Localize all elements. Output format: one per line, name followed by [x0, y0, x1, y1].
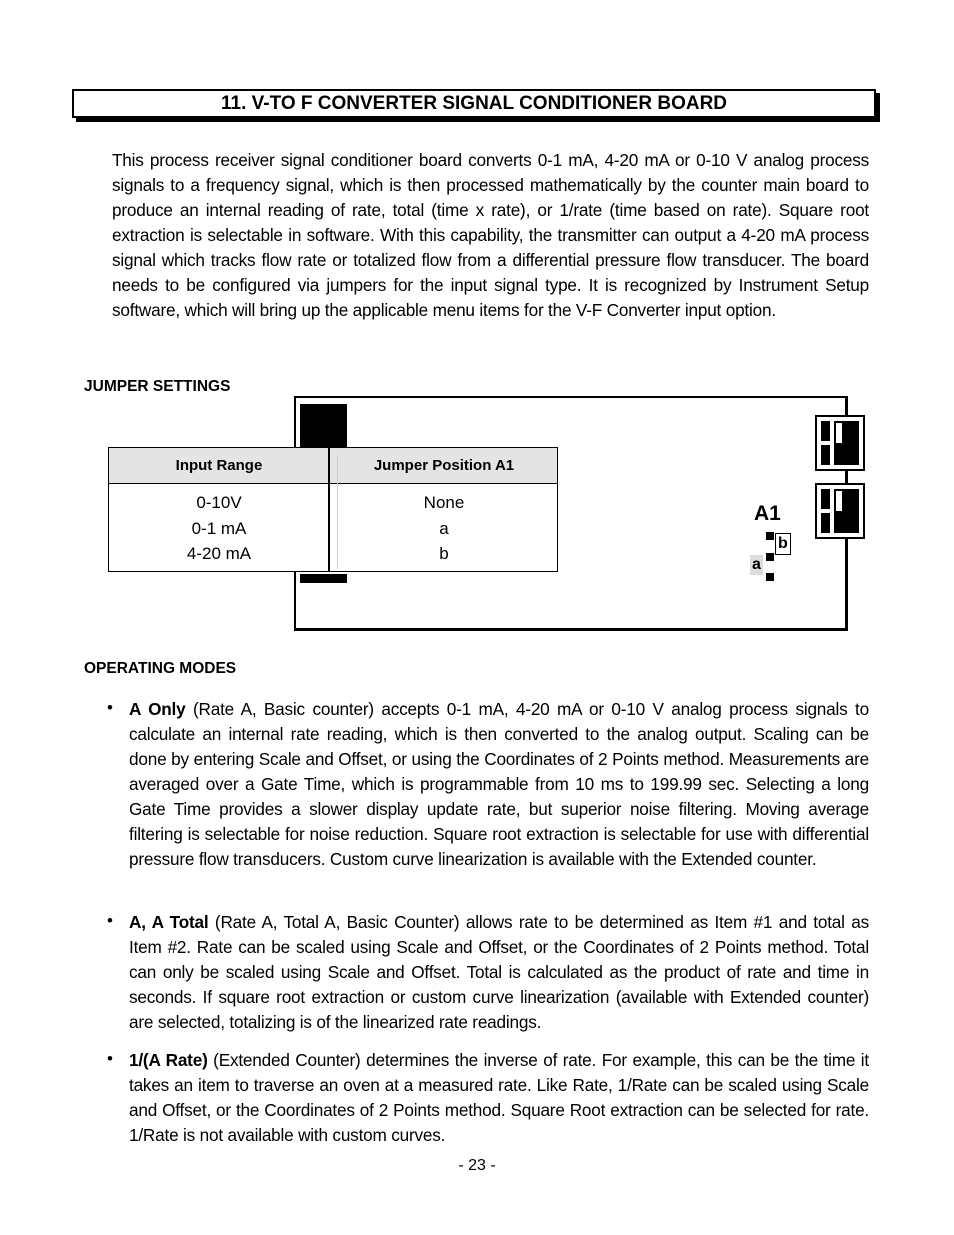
jumper-pin-icon: [766, 573, 774, 581]
operating-modes-heading: OPERATING MODES: [84, 660, 237, 677]
mode-name: A Only: [129, 699, 186, 719]
bullet-icon: •: [107, 698, 113, 717]
table-row-position: b: [439, 544, 449, 563]
board-component-top: [300, 404, 347, 449]
mode-description: (Rate A, Total A, Basic Counter) allows rate to be determined as Item #1 and total as Item #2. Rate can be scaled using Scale and Offset, or the Coordinates of 2 Points method. Total can only be scaled using Scale and Offset. Total is calculated as the product of rate and time in seconds. If square root extraction or custom curve linearization (available with Extended counter) are selected, totalizing is of the linearized rate readings.: [129, 912, 870, 1032]
connector-top-icon: [815, 415, 865, 471]
jumper-a1-label: A1: [754, 502, 781, 525]
mode-name: 1/(A Rate): [129, 1050, 208, 1070]
jumper-settings-heading: JUMPER SETTINGS: [84, 378, 231, 395]
jumper-table-position-column: [331, 490, 557, 567]
bullet-icon: •: [107, 911, 113, 930]
jumper-pin-b-label: b: [775, 533, 791, 555]
jumper-pin-icon: [766, 553, 774, 561]
jumper-table-range-column: [109, 490, 329, 567]
jumper-table-col2-header: Jumper Position A1: [373, 457, 515, 474]
bullet-icon: •: [107, 1049, 113, 1068]
section-title-text: 11. V-TO F CONVERTER SIGNAL CONDITIONER BOARD: [220, 92, 728, 114]
table-row-range: 0-1 mA: [191, 518, 247, 538]
table-row-position: a: [439, 518, 449, 538]
jumper-pin-icon: [766, 532, 774, 540]
mode-description: (Extended Counter) determines the inverse of rate. For example, this can be the time it takes an item to traverse an oven at a measured rate. Like Rate, 1/Rate can be scaled using Scale and Offset, or the Coordinates of 2 Points method. Square Root extraction can be selected for rate. 1/Rate is not available with custom curves.: [129, 1050, 869, 1145]
mode-description: (Rate A, Basic counter) accepts 0-1 mA, 4-20 mA or 0-10 V analog process signals to calculate an internal rate reading, which is then converted to the analog output. Scaling can be done by entering Scale and Offset, or using the Coordinates of 2 Points method. Measurements are averaged over a Gate Time, which is programmable from 10 ms to 199.99 sec. Selecting a long Gate Time provides a slower display update rate, but superior noise filtering. Moving average filtering is selectable for noise reduction. Square root extraction is selectable for use with differential pressure flow transducers. Custom curve linearization is available with the Extended counter.: [129, 699, 869, 869]
mode-item: [129, 910, 869, 1035]
mode-item: [129, 697, 869, 872]
jumper-pin-a-label: a: [752, 556, 761, 573]
table-row-range: 4-20 mA: [186, 544, 252, 563]
table-row-position: None: [423, 493, 465, 512]
connector-bottom-icon: [815, 483, 865, 539]
page-number: - 23 -: [458, 1157, 496, 1174]
board-component-bottom: [300, 574, 347, 583]
table-row-range: 0-10V: [196, 493, 242, 512]
mode-name: A, A Total: [129, 912, 209, 932]
jumper-table-col1-header: Input Range: [175, 457, 263, 474]
jumper-table: [108, 447, 558, 572]
section-title: [72, 89, 876, 118]
intro-paragraph: This process receiver signal conditioner board converts 0-1 mA, 4-20 mA or 0-10 V analog process signals to a frequency signal, which is then processed mathematically by the counter main board to produce an internal reading of rate, total (time x rate), or 1/rate (time based on rate). Square root extraction is selectable in software. With this capability, the transmitter can output a 4-20 mA process signal which tracks flow rate or totalized flow from a differential pressure flow transducer. The board needs to be configured via jumpers for the input signal type. It is recognized by Instrument Setup software, which will bring up the applicable menu items for the V-F Converter input option.: [112, 150, 869, 320]
mode-item: [129, 1048, 869, 1148]
